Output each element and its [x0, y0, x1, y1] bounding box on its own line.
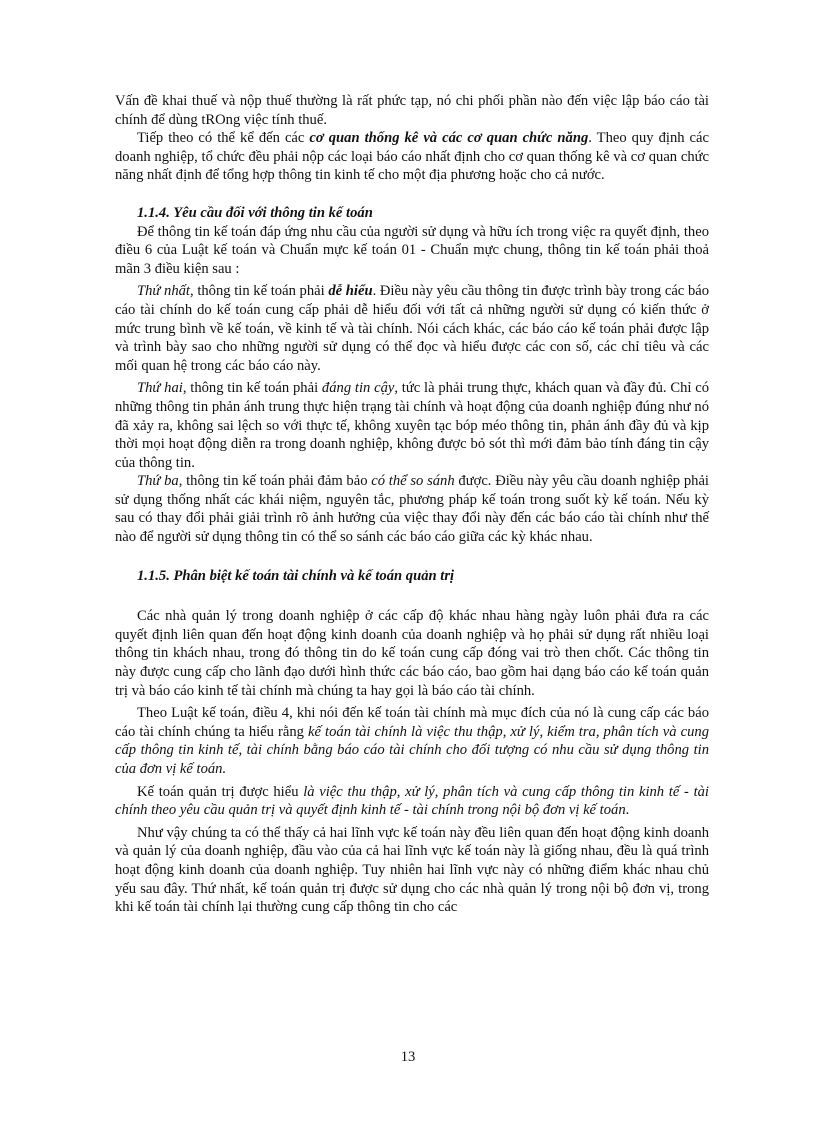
spacer — [115, 547, 709, 567]
emphasis-text: cơ quan thống kê và các cơ quan chức năng — [309, 130, 589, 147]
text-run: Theo Luật kế toán, điều 4, khi nói đến kế toán tài chính mà mục đích của nó là cung cấp các báo cáo tài chính chúng ta hiểu rằng — [115, 705, 709, 740]
paragraph-managers: Các nhà quản lý trong doanh nghiệp ở các cấp độ khác nhau hàng ngày luôn phải đưa ra các quyết định liên quan đến hoạt động kinh doanh của doanh nghiệp và họ phải sử dụng rất nhiều loại thông tin khách nhau, trong đó thông tin do kế toán cung cấp đóng vai trò then chốt. Các thông tin này được cung cấp cho lãnh đạo dưới hình thức các báo cáo, bao gồm hai dạng báo cáo kế toán quản trị và báo cáo kinh tế tài chính mà chúng ta hay gọi là báo cáo tài chính. — [115, 608, 709, 699]
lead-text: Thứ ba — [137, 473, 179, 490]
paragraph-comparison: Như vậy chúng ta có thể thấy cả hai lĩnh vực kế toán này đều liên quan đến hoạt động kinh doanh và quản lý của doanh nghiệp, đầu vào của cả hai lĩnh vực kế toán này là giống nhau, đều là quá trình hoạt động kinh doanh của doanh nghiệp. Tuy nhiên hai lĩnh vực này có những điểm khác nhau chủ yếu sau đây. Thứ nhất, kế toán quản trị được sử dụng cho các nhà quản lý trong nội bộ đơn vị, trong khi kế toán tài chính lại thường cung cấp thông tin cho các — [115, 824, 709, 916]
emphasis-text: kế toán tài chính là việc thu thập, xử lý, kiểm tra, phân tích và cung cấp thông tin kinh tế, tài chính bằng báo cáo tài chính cho đối tượng có nhu cầu sử dụng thông tin của đơn vị kế toán. — [115, 723, 709, 777]
text-run: . Điều này yêu cầu thông tin được trình bày trong các báo cáo tài chính do kế toán cung cấp phải dễ hiểu đối với tất cả những người sử dụng có kiến thức ở mức trung bình về kế toán, về kinh tế và tài chính. Nói cách khác, các báo cáo kế toán phải được lập và trình bày sao cho những người sử dụng có thể đọc và hiểu được các con số, các chỉ tiêu và các mối quan hệ trong các báo cáo này. — [115, 283, 710, 374]
paragraph-management-accounting — [115, 783, 709, 820]
lead-text: Thứ hai — [137, 380, 183, 397]
page-number: 13 — [400, 1049, 416, 1065]
lead-text: Thứ nhất — [137, 283, 190, 300]
text-run: . Theo quy định các doanh nghiệp, tổ chức đều phải nộp các loại báo cáo nhất định cho cơ quan thống kê và cơ quan chức năng nhất định để tổng hợp thông tin kinh tế cho một địa phương hoặc cho cả nước. — [115, 130, 709, 184]
page-content — [115, 92, 709, 917]
spacer — [115, 585, 709, 607]
spacer — [115, 185, 709, 204]
text-run: . — [625, 802, 630, 819]
paragraph-statistics — [115, 129, 709, 185]
paragraph-financial-accounting — [115, 704, 709, 778]
paragraph-second-condition — [115, 379, 709, 472]
text-run: , thông tin kế toán phải đảm bảo — [178, 473, 372, 490]
emphasis-text: dễ hiểu — [328, 283, 373, 300]
text-run: , tức là phải trung thực, khách quan và đầy đủ. Chỉ có những thông tin phản ánh trung thực hiện trạng tài chính và hoạt động của doanh nghiệp đúng như nó đã xảy ra, không sai lệch so với thực tế, không xuyên tạc bóp méo thông tin, phản ánh đầy đủ và kịp thời mọi hoạt động diễn ra trong doanh nghiệp, không được bỏ sót thì mới đảm bảo tính đáng tin cậy của thông tin. — [115, 380, 709, 471]
paragraph-requirements-intro: Để thông tin kế toán đáp ứng nhu cầu của người sử dụng và hữu ích trong việc ra quyết định, theo điều 6 của Luật kế toán và Chuẩn mực kế toán 01 - Chuẩn mực chung, thông tin kế toán phải thoả mãn 3 điều kiện sau : — [115, 223, 709, 277]
paragraph-tax: Vấn đề khai thuế và nộp thuế thường là rất phức tạp, nó chi phối phần nào đến việc lập báo cáo tài chính để dùng tROng việc tính thuế. — [115, 93, 709, 128]
heading-1-1-5: 1.1.5. Phân biệt kế toán tài chính và kế toán quản trị — [137, 567, 455, 584]
heading-1-1-4: 1.1.4. Yêu cầu đối với thông tin kế toán — [137, 204, 373, 221]
text-run: được. Điều này yêu cầu doanh nghiệp phải sử dụng thống nhất các khái niệm, nguyên tắc, phương pháp kế toán trong suốt kỳ kế toán. Nếu kỳ sau có thay đổi phải giải trình rõ ảnh hưởng của việc thay đổi này đến các báo cáo tài chính như thế nào để người sử dụng thông tin có thể so sánh các báo cáo giữa các kỳ khác nhau. — [115, 473, 709, 546]
emphasis-text: có thể so sánh — [371, 473, 455, 490]
text-run: , thông tin kế toán phải — [190, 283, 329, 300]
emphasis-text: là việc thu thập, xử lý, phân tích và cung cấp thông tin kinh tế - tài chính theo yêu cầu quản trị và quyết định kinh tế - tài chính trong nội bộ đơn vị kế toán — [115, 783, 709, 819]
emphasis-text: đáng tin cậy — [321, 380, 395, 397]
paragraph-first-condition — [115, 282, 709, 375]
text-run: Tiếp theo có thể kể đến các — [137, 130, 310, 147]
paragraph-third-condition — [115, 472, 709, 546]
text-run: Kế toán quản trị được hiểu — [137, 783, 304, 800]
text-run: , thông tin kế toán phải — [182, 380, 322, 397]
